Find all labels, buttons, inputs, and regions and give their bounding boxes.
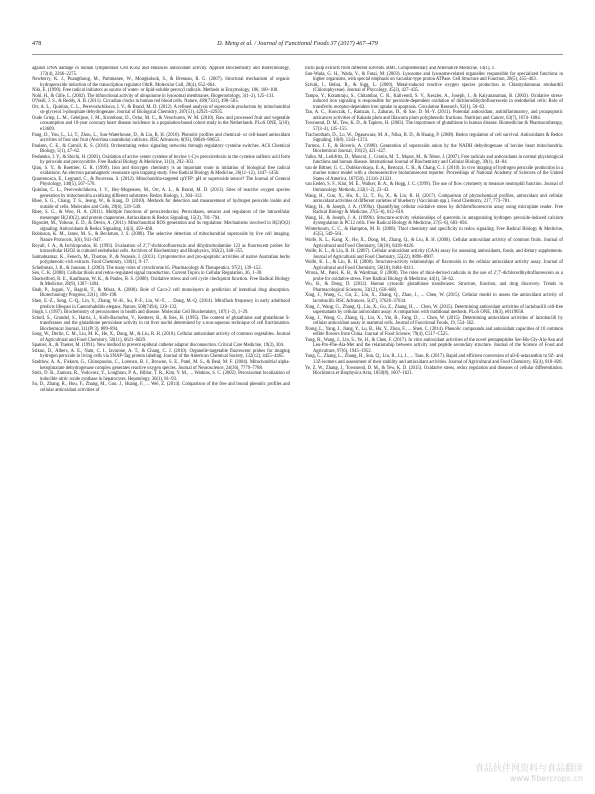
reference-text: Oude Griep, L. M., Geleijnse, J. M., Kromhout, D., Ocke, M. C., & Verschuren, W. M. (2010). Raw and processed fruit and vegetable consumption and 10-year coronary heart disease incidence in a population-based cohort study in the Netherlands. PLoS ONE, 5(10), e13609. — [32, 115, 290, 133]
reference-text: Wang, H., & Joseph, J. A. (1999a). Quantifying cellular oxidative stress by dichlorofluorescein assay using microplate reader. Free Radical Biology & Medicine, 27(5–6), 612–616. — [305, 204, 563, 216]
reference-entry — [32, 244, 290, 255]
reference-entry — [32, 166, 290, 177]
reference-entry — [305, 271, 563, 282]
reference-text: Wrona, M., Patel, K. B., & Wardman, P. (2008). The roles of thiol-derived radicals in the use of 2',7'-dichlorodihydrofluorescein as a probe for oxidative stress. Free Radical Biology & Medicine, 44(1), 56–62. — [305, 271, 563, 282]
reference-text: Wolfe, K. L., & Liu, R. H. (2007). Cellular antioxidant activity (CAA) assay for assessing antioxidants, foods, and dietary supplements. Journal of Agricultural and Food Chemistry, 55(22), 8896–8907. — [305, 249, 563, 260]
reference-entry — [305, 194, 563, 205]
reference-text: Song, W., Derito, C. M., Liu, M. K., He, X., Dong, M., & Liu, R. H. (2010). Cellular antioxidant activity of common vegetables. Journal of Agricultural and Food Chemistry, 58(11), 6621–6629. — [32, 332, 290, 343]
reference-text: Xing, J., Wang, G., Zhang, Q., Liu, X., Yin, B., Fang, D., ... Chen, W. (2015). Determining antioxidant activities of lactobacilli by cellular antioxidant assay in mammal cells. Journal of Functional Foods, 19, 554–562. — [305, 315, 563, 327]
reference-text: Su, D., Zhang, R., Hou, F., Zhang, M., Guo, J., Huang, F., ... Wei, Z. (2014). Comparison of the free and bound phenolic profiles and cellular antioxidant activities of — [32, 382, 290, 393]
reference-entry — [305, 260, 563, 271]
reference-entry — [32, 144, 290, 155]
reference-text: Wu, B., & Dong, D. (2012). Human cytosolic glutathione transferases: Structure, function, and drug discovery. Trends in Pharmacological Sciences, 33(12), 656–668. — [305, 282, 563, 293]
references-column-right — [305, 66, 563, 782]
reference-text: Newberry, K. J., Puangthong, M., Pammanee, W., Mongkolsuk, S., & Brennan, R. G. (2007). Structural mechanism of organic hydroperoxide induction of the transcription regulator OhrR. Molecular Cell, 28(4), 652–664. — [32, 77, 290, 88]
reference-text: O'Neill, J. S., & Reddy, A. B. (2011). Circadian clocks in human red blood cells. Nature, 469(7331), 498–503. — [32, 99, 239, 105]
reference-entry — [32, 232, 290, 243]
reference-entry — [32, 188, 290, 199]
reference-entry — [32, 116, 290, 133]
reference-text: Sun-Wada, G. H., Wada, Y., & Futai, M. (2003). Lysosome and lysosome-related organelles responsible for specialized functions in higher organisms, with special emphasis on vacuolar-type proton ATPase. Cell Structure and Function, 28(5), 455–463. — [305, 71, 563, 83]
reference-entry — [305, 338, 563, 355]
header-rule — [32, 54, 563, 55]
reference-text: Tan, A. C., Konczak, I., Ramzan, I., Zabaras, D., & Sze, D. M.-Y. (2011). Potential antioxidant, antiinflammatory, and proapoptotic anticancer activities of Kakadu plum and Illawarra plum polyphenolic fractions. Nutrition and Cancer, 63(7), 1074–1084. — [305, 110, 563, 121]
reference-text: Xing, J., Wang, G., Gu, Z., Liu, X., Zhang, Q., Zhao, J., ... Chen, W. (2015). Cellular model to assess the antioxidant activity of lactobacilli. RSC Advances, 5(47), 37626–37634. — [305, 293, 563, 304]
reference-entry — [305, 144, 563, 155]
reference-text: Tampo, Y., Kotamraju, S., Chitambar, C. R., Kalivendi, S. V., Keszler, A., Joseph, J., & Kalyanaraman, B. (2003). Oxidative stress-induced iron signaling is responsible for peroxide-dependent oxidation of dichlorodihydrofluorescein in endothelial cells: Role of transferrin receptor-dependent iron uptake in apoptosis. Circulation Research, 92(1), 56–63. — [305, 93, 563, 110]
reference-text: Winterbourn, C. C., & Hampton, M. B. (2008). Thiol chemistry and specificity in redox signaling. Free Radical Biology & Medicine, 45(5), 549–561. — [305, 226, 563, 238]
reference-entry — [32, 371, 290, 382]
reference-text: Yang, C., Zhang, L., Zhang, H., Sun, Q., Liu, R., Li, J., ... Tsao, R. (2017). Rapid and efficient conversion of all-E-astaxanthin to 9Z- and 13Z-isomers and assessment of their stability and antioxidant activities. Journal of Agricultural and Food Chemistry, 65(4), 818–826. — [305, 354, 563, 365]
reference-entry — [305, 282, 563, 293]
reference-text: Nohl, H., & Gille, L. (2002). The bifunctional activity of ubiquinone in lysosomal membranes. Biogerontology, 3(1–2), 125–131. — [32, 93, 275, 99]
reference-text: Wolfe, K. L., Kang, X., He, X., Dong, M., Zhang, Q., & Liu, R. H. (2008). Cellular antioxidant activity of common fruits. Journal of Agricultural and Food Chemistry, 56(18), 8418–8426. — [305, 237, 563, 249]
reference-entry — [305, 249, 563, 260]
reference-text: Quinlan, C. L., Perevoshchikova, I. V., Hey-Mogensen, M., Orr, A. L., & Brand, M. D. (2013). Sites of reactive oxygen species generation by mitochondria oxidizing different substrates. Redox Biology, 1, 304–312. — [32, 188, 290, 199]
reference-text: Stolz, D. B., Zamora, R., Vodovotz, Y., Loughran, P. A., Billiar, T. R., Kim, Y. M., ... Watkins, S. C. (2002). Peroxisomal localization of inducible nitric oxide synthase in hepatocytes. Hepatology, 36(1), 81–93. — [32, 371, 290, 382]
reference-entry — [32, 382, 290, 393]
reference-text: Robinson, K. M., Janes, M. S., & Beckman, J. S. (2008). The selective detection of mitochondrial superoxide by live cell imaging. Nature Protocols, 3(6), 941–947. — [32, 232, 290, 243]
reference-text: Rhee, S. G., Chang, T. S., Jeong, W., & Kang, D. (2010). Methods for detection and measurement of hydrogen peroxide inside and outside of cells. Molecules and Cells, 29(6), 539–549. — [32, 199, 290, 210]
reference-text: Xing, J., Wang, G., Zhang, Q., Liu, X., Gu, Z., Zhang, H., ... Chen, W. (2015). Determining antioxidant activities of lactobacilli cell-free supernatants by cellular antioxidant assay: A comparison with traditional methods. PLoS ONE, 10(3), e0119058. — [305, 304, 563, 316]
page-number: 478 — [32, 40, 42, 47]
reference-entry — [32, 177, 290, 188]
reference-entry — [305, 72, 563, 83]
reference-entry — [32, 332, 290, 343]
reference-entry — [305, 166, 563, 183]
reference-text: Szivak, I., Behra, R., & Sigg, L. (2009). Metal-induced reactive oxygen species production in Chlamydomonas reinhardtii (Chlorophyceae). Journal of Phycology, 45(2), 427–435. — [305, 82, 563, 94]
reference-entry — [32, 288, 290, 299]
reference-text: Trachootham, D., Lu, W., Ogasawara, M. A., Nilsa, R. D., & Huang, P. (2008). Redox regulation of cell survival. Antioxidants & Redox Signaling, 10(8), 1343–1374. — [305, 132, 563, 144]
reference-entry — [32, 133, 290, 144]
reference-entry — [32, 255, 290, 266]
reference-text: Shah, P., Jogani, V., Bagchi, T., & Misra, A. (2006). Role of Caco-2 cell monolayers in prediction of intestinal drug absorption. Biotechnology Progress, 22(1), 186–198. — [32, 287, 290, 299]
running-head: D. Meng et al. / Journal of Functional Foods 37 (2017) 467–479 — [217, 40, 378, 47]
reference-entry — [305, 121, 563, 132]
reference-text: Rigoulet, M., Yoboue, E. D., & Devin, A. (2011). Mitochondrial ROS generation and its regulation: Mechanisms involved in H(2)O(2) signaling. Antioxidants & Redox Signaling, 14(3), 459–468. — [32, 221, 290, 232]
reference-entry — [32, 316, 290, 333]
page-header — [32, 40, 563, 54]
reference-entry — [32, 221, 290, 232]
reference-text: Orr, A. L., Quinlan, C. L., Perevoshchikova, I. V., & Brand, M. D. (2012). A refined analysis of superoxide production by mitochondrial sn-glycerol 3-phosphate dehydrogenase. Journal of Biological Chemistry, 287(51), 42921–42935. — [32, 104, 290, 116]
reference-text: Valko, M., Leibfritz, D., Moncol, J., Cronin, M. T., Mazur, M., & Telser, J. (2007). Free radicals and antioxidants in normal physiological functions and human disease. International Journal of Biochemistry and Cellular Biology, 39(1), 44–84. — [305, 154, 563, 166]
reference-text: Scheibman, J. B., & Jansson, I. (2003). The many roles of cytochrome b5. Pharmacology & Therapeutics, 97(2), 139–152. — [32, 265, 262, 271]
reference-text: Sen, C. K. (2000). Cellular thiols and redox-regulated signal transduction. Current Topics in Cellular Regulation, 36, 1–30. — [32, 271, 263, 277]
watermark-url: www.fibercrops.cn — [509, 774, 583, 783]
reference-text: Saimalnamaz, K., Fenech, M., Thomas, P., & Nozeals, I. (2013). Cytoprotective and pro-apoptotic activities of native Australian herbs polyphenolic-rich extracts. Food Chemistry, 138(1), 9–17. — [32, 254, 290, 266]
reference-entry — [32, 277, 290, 288]
reference-entry — [305, 83, 563, 94]
reference-text: Xiong, L., Yang, J., Jiang, Y., Lu, B., Hu, Y., Zhou, F., ... Shen, C. (2014). Phenolic compounds and antioxidant capacities of 10 common edible flowers from China. Journal of Food Science, 79(4), C517–C525. — [305, 326, 563, 338]
reference-text: Niki, E. (1990). Free radical initiators as source of water- or lipid-soluble peroxyl radicals. Methods in Enzymology, 186, 100–108. — [32, 88, 279, 94]
reference-entry — [305, 316, 563, 327]
reference-text: Royall, J. A., & Ischiropoulos, H. (1993). Evaluation of 2',7'-dichlorofluorescin and dihydrorhodamine 123 as fluorescent probes for intracellular H2O2 in cultured endothelial cells. Archives of Biochemistry and Biophysics, 302(2), 348–355. — [32, 243, 290, 255]
reference-text: Pang, D., You, L., Li, T., Zhou, L., Sun-Waterhouse, D., & Liu, R. H. (2016). Phenolic profiles and chemical- or cell-based antioxidant activities of four star fruit (Averrhoa carambola) cultivars. RSC Advances, 6(93), 90646–90653. — [32, 132, 290, 144]
reference-entry — [305, 327, 563, 338]
reference-text: Paulsen, C. E., & Carroll, K. S. (2010). Orchestrating redox signaling networks through regulatory cysteine switches. ACS Chemical Biology, 5(1), 47–62. — [32, 143, 290, 155]
reference-entry — [305, 133, 563, 144]
reference-entry — [305, 205, 563, 216]
reference-text: Rhee, S. G., & Woo, H. A. (2011). Multiple functions of peroxiredoxins: Peroxidases, sensors and regulators of the intracellular messenger H(2)O(2), and protein chaperones. Antioxidants & Redox Signaling, 15(3), 781–794. — [32, 210, 290, 221]
reference-entry — [32, 210, 290, 221]
reference-text: Shen, E.-Z., Song, C.-Q., Lin, Y., Zhang, W.-H., Su, P.-F., Liu, W.-Y., ... Dong, M.-Q. (2014). Mitoflash frequency in early adulthood predicts lifespan in Caenorhabditis elegans. Nature, 508(7494), 128–132. — [32, 298, 290, 310]
reference-entry — [305, 94, 563, 111]
reference-text: Shackelford, R. E., Kaufmann, W. K., & Paules, R. S. (2000). Oxidative stress and cell cycle checkpoint function. Free Radical Biology & Medicine, 28(9), 1387–1404. — [32, 276, 290, 288]
reference-text: Wang, H., & Joseph, J. A. (1999b). Structure-activity relationships of quercetin in antagonizing hydrogen peroxide-induced calcium dysregulation in PC12 cells. Free Radical Biology & Medicine, 27(5–6), 683–694. — [305, 215, 563, 227]
reference-entry — [32, 105, 290, 116]
reference-entry — [32, 155, 290, 166]
reference-entry — [305, 366, 563, 377]
reference-entry — [32, 349, 290, 360]
reference-entry — [305, 155, 563, 166]
reference-text: Stadtlow, A. A., Fiskum, G., Chinopoulos, C., Lorenzo, B. J., Browne, S. E., Patel, M. S., & Beal, M. F. (2004). Mitochondrial alpha-ketoglutarate dehydrogenase complex generates reactive oxygen species. Journal of Neuroscience, 24(36), 7779–7788. — [32, 359, 290, 371]
reference-text: litchi pulp extracts from different solvents. BMC Complementary and Alternative Medicine, 14(1), 1. — [305, 66, 496, 71]
reference-entry — [305, 216, 563, 227]
reference-entry — [32, 66, 290, 77]
reference-entry — [32, 77, 290, 88]
reference-entry — [32, 299, 290, 310]
reference-entry — [305, 293, 563, 304]
reference-entry — [305, 238, 563, 249]
reference-entry — [305, 110, 563, 121]
references-column-left — [32, 66, 290, 782]
reference-text: against DNA damage in human lymphoblast Cell K562 and enhances antioxidant activity. Applied Biochemistry and Biotechnology, 172(4), 2266–2275. — [32, 66, 290, 77]
watermark-text-cn: 食品伙伴网资料与食品翻译 — [474, 764, 583, 774]
reference-text: Turrens, J. F., & Boveris, A. (1980). Generation of superoxide anion by the NADH dehydrogenase of bovine heart mitochondria. Biochemical Journal, 191(2), 421–427. — [305, 143, 563, 155]
watermark — [475, 764, 583, 784]
reference-text: Srikun, D., Albers, A. E., Nam, C. I., Iavarone, A. T., & Chang, C. J. (2010). Organelle-targetable fluorescent probes for imaging hydrogen peroxide in living cells via SNAP-Tag protein labeling. Journal of the American Chemical Society, 132(12), 4455–4465. — [32, 348, 290, 360]
reference-entry — [305, 182, 563, 193]
reference-text: Singh, I. (1997). Biochemistry of peroxisomes in health and disease. Molecular Cell Biochemistry, 167(1–2), 1–29. — [32, 310, 249, 316]
reference-entry — [305, 305, 563, 316]
reference-text: Peshenko, I. V., & Shichi, H. (2001). Oxidation of active center cysteine of bovine 1-Cys peroxiredoxin to the cysteine sulfenic acid form by peroxide and peroxynitrite. Free Radical Biology & Medicine, 31(3), 292–303. — [32, 154, 290, 166]
reference-text: Townsend, D. M., Tew, K. D., & Tapiero, H. (2003). The importance of glutathione in human disease. Biomedicine & Pharmacotherapy, 57(3–4), 145–155. — [305, 121, 563, 133]
reference-entry — [305, 227, 563, 238]
reference-text: van de Bittner, G. C., Dubikovskaya, E. A., Bertozzi, C. R., & Chang, C. J. (2010). In vivo imaging of hydrogen peroxide production in a murine tumor model with a chemoselective bioluminescent reporter. Proceedings of National Academy of Sciences of the United States of America, 107(50), 21316–21321. — [305, 165, 563, 182]
reference-text: Quarrenosca, E., Legrand, C., & Pouvreau, S. (2012). Mitochondria-targeted cpYFP: pH or superoxide sensor? The Journal of General Physiology, 140(5), 567–570. — [32, 176, 290, 188]
reference-text: Yang, R., Wang, J., Lin, S., Ye, H., & Chen, F. (2017). In vitro antioxidant activities of the novel pentapeptides Ser-His-Gly-Ala-Asn and Leu-Pro-Phe-Ala-Met and the relationship between activity and peptide secondary structure. Journal of the Science of Food and Agriculture, 97(6), 1945–1952. — [305, 337, 563, 354]
reference-entry — [305, 354, 563, 365]
reference-text: Ye, Z. W., Zhang, J., Townsend, D. M., & Tew, K. D. (2015). Oxidative stress, redox regulation and diseases of cellular differentiation. Biochimica et Biophysica Acta, 1850(8), 1607–1621. — [305, 365, 563, 377]
reference-text: Qian, S. Y., & Buettner, G. R. (1999). Iron and dioxygen chemistry is an important route to initiation of biological free radical oxidations: An electron paramagnetic resonance spin trapping study. Free Radical Biology & Medicine, 26(11–12), 1447–1456. — [32, 165, 290, 177]
reference-entry — [32, 360, 290, 371]
reference-text: Wang, H., Guo, X., Hu, X., Li, T., Fu, X., & Liu, R. H. (2017). Comparison of phytochemical profiles, antioxidant and cellular antioxidant activities of different varieties of blueberry (Vaccinium spp.). Food Chemistry, 217, 773–781. — [305, 193, 563, 205]
reference-entry — [32, 199, 290, 210]
reference-text: Spanier, A., & Traeter, M. (1991). New method to prevent epidural catheter adaptor disconnection. Critical Care Medicine, 19(2), 304. — [32, 343, 285, 349]
reference-text: Scholl, S., Grundel, S., Harris, J., Kolb-Bachofen, V., Ketterer, B., & Sies, H. (1995). The content of glutathione and glutathione S-transferases and the glutathione peroxidase activity in rat liver nuclei determined by a non-aqueous technique of cell fractionation. Biochemical Journal, 311(Pt 3), 889–894. — [32, 315, 290, 332]
reference-text: van Eeden, S. F., Klut, M. E., Walker, B. A., & Hogg, J. C. (1999). The use of flow cytometry to measure neutrophil function. Journal of Immunology Methods, 232(1–2), 23–43. — [305, 182, 563, 194]
reference-text: Wolfe, K. L., & Liu, R. H. (2008). Structure-activity relationships of flavonoids in the cellular antioxidant activity assay. Journal of Agricultural and Food Chemistry, 56(18), 8404–8411. — [305, 260, 563, 271]
